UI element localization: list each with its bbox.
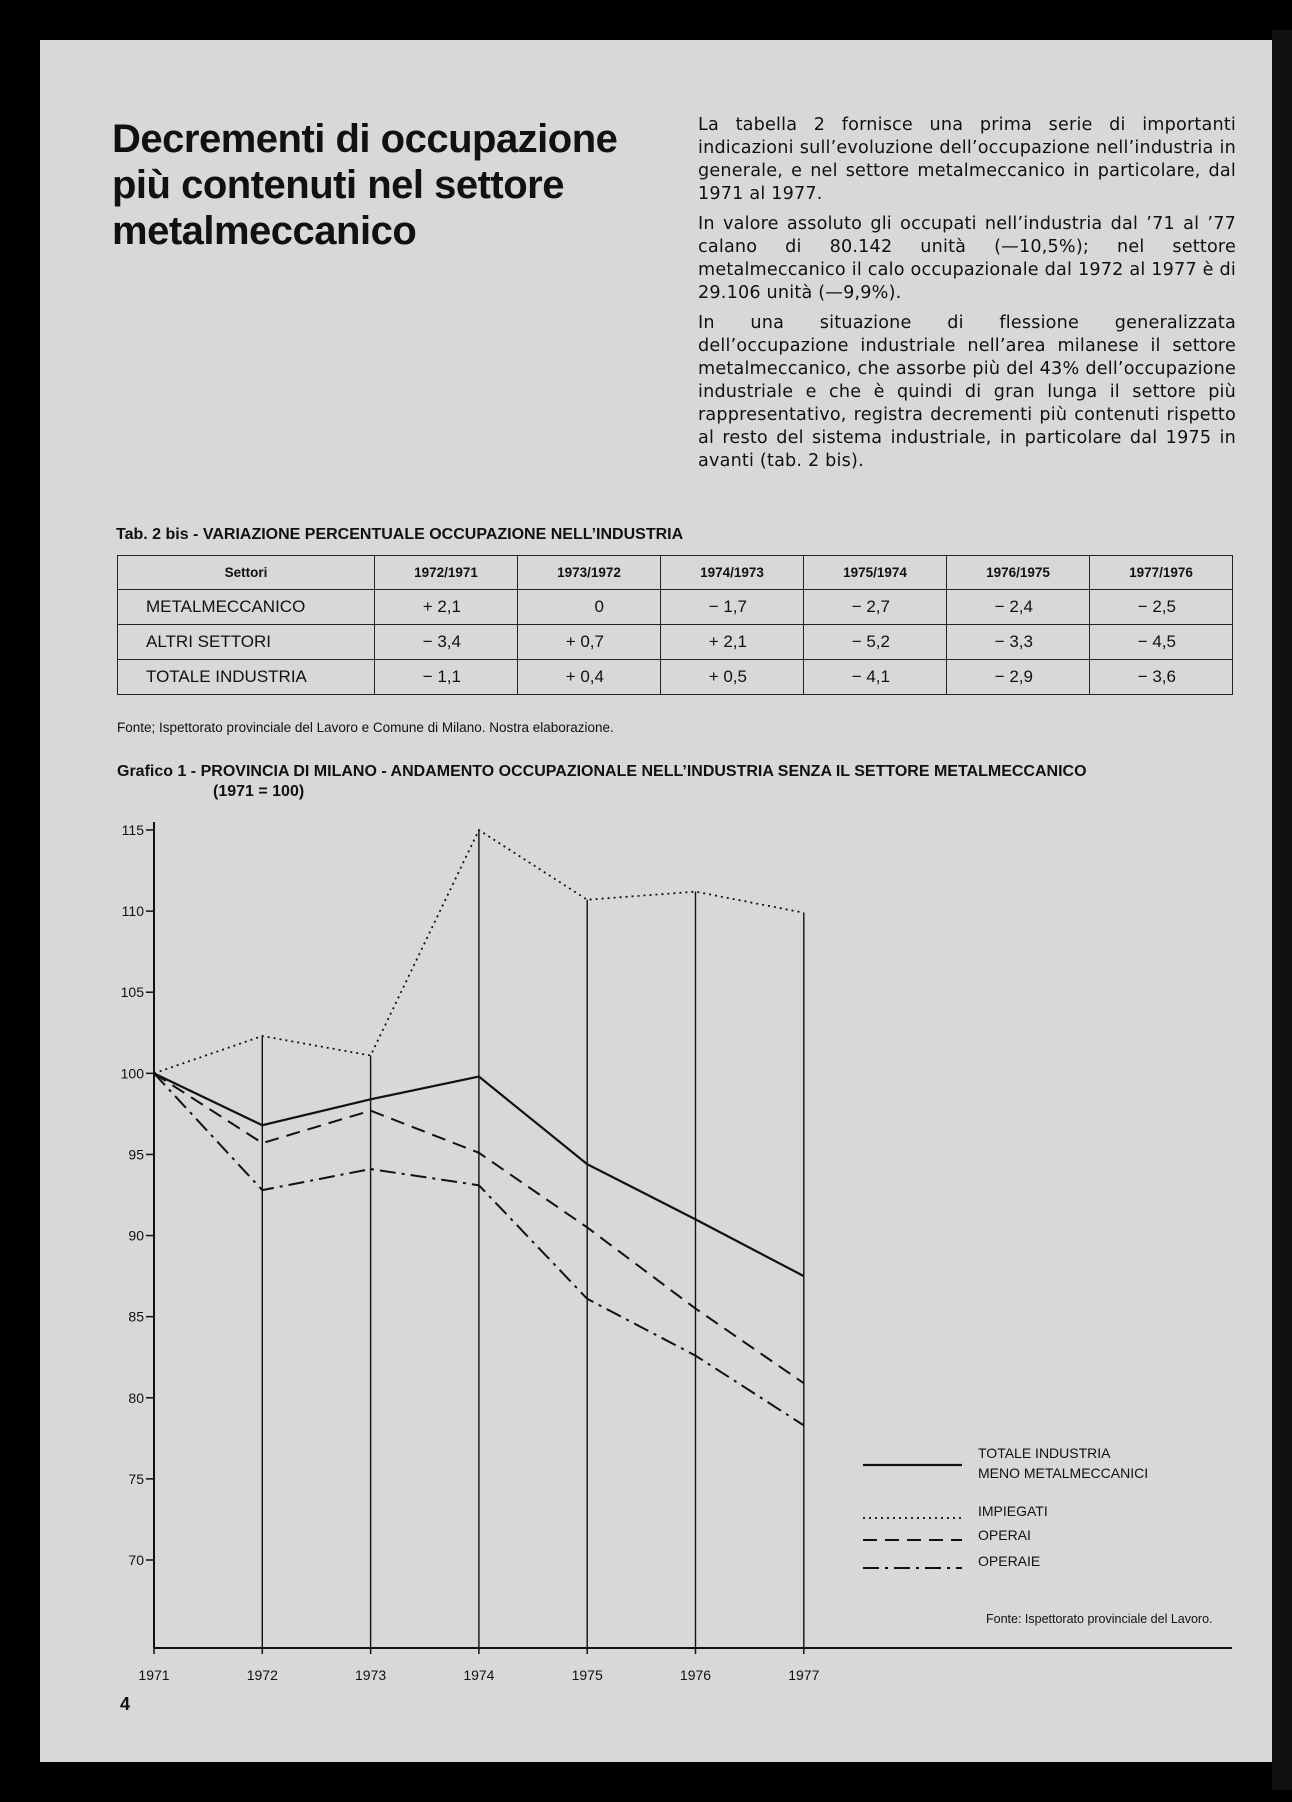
y-tick-label: 115 [121, 822, 144, 838]
table-cell: − 2,9 [947, 660, 1090, 695]
y-tick-label: 90 [128, 1227, 144, 1244]
table-cell: − 1,7 [661, 590, 804, 625]
legend-label: OPERAI [978, 1527, 1031, 1543]
x-tick-label: 1974 [463, 1667, 495, 1683]
y-tick-label: 85 [128, 1308, 144, 1325]
legend-label: OPERAIE [978, 1553, 1041, 1569]
table-cell: 0 [518, 590, 661, 625]
scan-edge [1272, 30, 1292, 1790]
table-cell-sector: ALTRI SETTORI [118, 625, 375, 660]
y-tick-label: 80 [128, 1389, 144, 1406]
x-tick-label: 1976 [679, 1667, 712, 1683]
table-cell-sector: METALMECCANICO [118, 590, 375, 625]
table-label: Tab. 2 bis - [116, 526, 199, 543]
x-tick-label: 1973 [355, 1667, 387, 1683]
x-tick-label: 1975 [571, 1667, 603, 1683]
table-header: 1972/1971 [375, 556, 518, 590]
intro-paragraph-2: In valore assoluto gli occupati nell’industria dal ’71 al ’77 calano di 80.142 unità (—10,5%); nel settore metalmeccanico il calo occupazionale dal 1972 al 1977 è di 29.106 unità (—9,9%). [698, 214, 1236, 303]
table-cell: − 4,5 [1090, 625, 1233, 660]
intro-paragraph-3: In una situazione di flessione generalizzata dell’occupazione industriale nell’area milanese il settore metalmeccanico, che assorbe più del 43% dell’occupazione industriale e che è quindi di gran lunga il settore più rappresentativo, registra decrementi più contenuti rispetto al resto del sistema industriale, in particolare dal 1975 in avanti (tab. 2 bis). [698, 313, 1236, 471]
table-cell: − 1,1 [375, 660, 518, 695]
table-header: 1973/1972 [518, 556, 661, 590]
chart-label: Grafico 1 - [117, 763, 197, 780]
table-cell: − 4,1 [804, 660, 947, 695]
page-number: 4 [120, 1694, 131, 1714]
table-cell: + 2,1 [375, 590, 518, 625]
page [40, 40, 1272, 1762]
y-tick-label: 75 [128, 1470, 144, 1487]
table-header: 1975/1974 [804, 556, 947, 590]
table-cell: − 2,5 [1090, 590, 1233, 625]
y-tick-label: 100 [120, 1065, 144, 1082]
page-heading: Decrementi di occupazione più contenuti nel settore metalmeccanico [112, 117, 618, 253]
table-cell: − 5,2 [804, 625, 947, 660]
table-header: 1974/1973 [661, 556, 804, 590]
intro-paragraph-1: La tabella 2 fornisce una prima serie di importanti indicazioni sull’evoluzione dell’occupazione nell’industria in generale, e nel settore metalmeccanico in particolare, dal 1971 al 1977. [698, 115, 1236, 204]
legend-label: TOTALE INDUSTRIA [978, 1445, 1111, 1461]
chart-title-text: PROVINCIA DI MILANO - ANDAMENTO OCCUPAZIONALE NELL’INDUSTRIA SENZA IL SETTORE METALMECCANICO [200, 763, 1087, 780]
table-header: 1976/1975 [947, 556, 1090, 590]
y-tick-label: 110 [121, 903, 144, 920]
table-cell: − 3,3 [947, 625, 1090, 660]
table-cell: + 0,5 [661, 660, 804, 695]
table-cell: + 2,1 [661, 625, 804, 660]
table-cell: + 0,4 [518, 660, 661, 695]
chart-subtitle: (1971 = 100) [213, 783, 305, 800]
table-cell-sector: TOTALE INDUSTRIA [118, 660, 375, 695]
employment-line-chart [40, 40, 1272, 1762]
x-tick-label: 1972 [246, 1667, 278, 1683]
table-cell: − 3,6 [1090, 660, 1233, 695]
y-tick-label: 70 [128, 1552, 144, 1568]
table-header: 1977/1976 [1090, 556, 1233, 590]
table-cell: − 3,4 [375, 625, 518, 660]
legend-label: MENO METALMECCANICI [978, 1465, 1149, 1481]
table-title-text: VARIAZIONE PERCENTUALE OCCUPAZIONE NELL’INDUSTRIA [202, 526, 684, 543]
table-cell: − 2,4 [947, 590, 1090, 625]
table-header: Settori [118, 556, 375, 590]
table-cell: − 2,7 [804, 590, 947, 625]
x-tick-label: 1971 [138, 1667, 170, 1683]
chart-source: Fonte: Ispettorato provinciale del Lavoro. [986, 1612, 1213, 1626]
table-source: Fonte; Ispettorato provinciale del Lavoro e Comune di Milano. Nostra elaborazione. [117, 720, 614, 735]
y-tick-label: 95 [128, 1146, 144, 1163]
x-tick-label: 1977 [788, 1667, 820, 1683]
table-cell: + 0,7 [518, 625, 661, 660]
y-tick-label: 105 [120, 984, 144, 1001]
legend-label: IMPIEGATI [978, 1503, 1048, 1519]
